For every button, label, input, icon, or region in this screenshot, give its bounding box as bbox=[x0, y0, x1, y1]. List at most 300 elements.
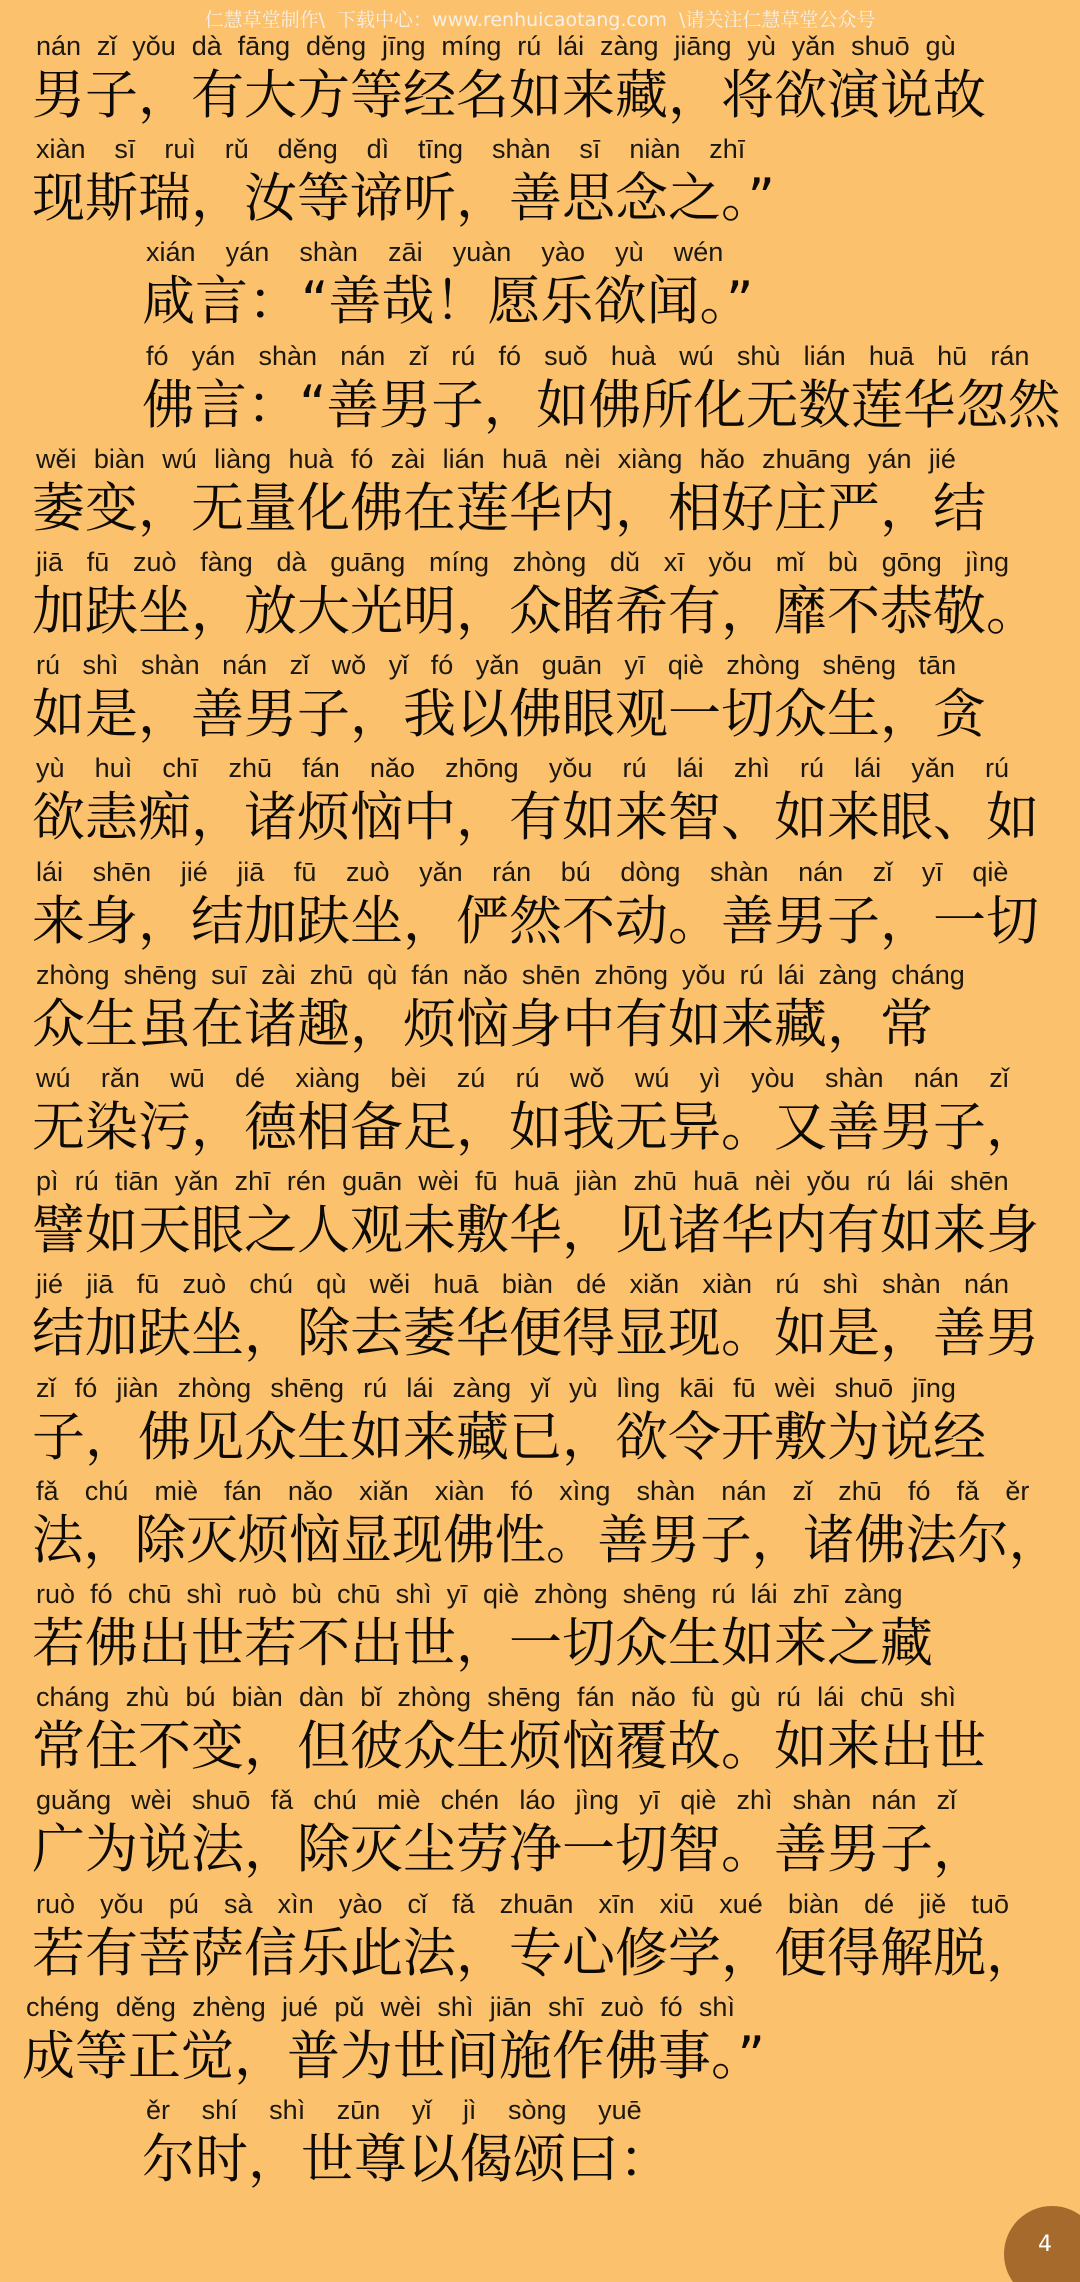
pinyin-syllable: shù bbox=[736, 340, 781, 371]
pinyin-syllable: biàn bbox=[93, 443, 145, 474]
pinyin-syllable: qiè bbox=[482, 1579, 519, 1609]
pinyin-syllable: rú bbox=[739, 959, 764, 990]
pinyin-syllable: fó bbox=[350, 443, 374, 474]
pinyin-syllable: dé bbox=[864, 1888, 895, 1919]
pinyin-syllable: guǎng bbox=[36, 1785, 112, 1816]
hanzi-text: 广为说法，除灭尘劳净一切智。善男子， bbox=[32, 1819, 986, 1881]
pinyin-syllable: sī bbox=[114, 134, 136, 165]
header-download-link[interactable]: 下载中心：www.renhuicaotang.com bbox=[337, 9, 667, 31]
pinyin-syllable: huà bbox=[610, 340, 656, 371]
pinyin-syllable: ruò bbox=[36, 1579, 76, 1609]
pinyin-syllable: lái bbox=[817, 1682, 845, 1713]
pinyin-syllable: nǎo bbox=[287, 1475, 333, 1506]
pinyin-syllable: wú bbox=[162, 443, 197, 474]
pinyin-syllable: rú bbox=[74, 1166, 99, 1197]
hanzi-text: 萎变，无量化佛在莲华内，相好庄严，结 bbox=[32, 477, 986, 539]
pinyin-syllable: cháng bbox=[36, 1682, 110, 1713]
pinyin-syllable: xiàng bbox=[295, 1063, 361, 1093]
pinyin-syllable: nǎo bbox=[462, 959, 508, 990]
pinyin-syllable: chú bbox=[313, 1785, 357, 1816]
pinyin-syllable: shēn bbox=[950, 1166, 1009, 1197]
pinyin-syllable: nǎo bbox=[369, 753, 415, 784]
pinyin-syllable: dé bbox=[576, 1269, 607, 1300]
pinyin-syllable: nán bbox=[222, 650, 268, 681]
pinyin-syllable: biàn bbox=[787, 1888, 839, 1919]
pinyin-syllable: fū bbox=[475, 1166, 498, 1197]
pinyin-syllable: yù bbox=[36, 753, 65, 784]
pinyin-annotation bbox=[36, 28, 956, 64]
pinyin-syllable: zhòng bbox=[726, 650, 800, 681]
pinyin-syllable: yǒu bbox=[132, 31, 176, 61]
pinyin-syllable: zhòng bbox=[397, 1682, 471, 1713]
pinyin-syllable: fǎ bbox=[452, 1888, 475, 1919]
pinyin-syllable: zàng bbox=[843, 1579, 903, 1609]
pinyin-syllable: pì bbox=[36, 1166, 59, 1197]
pinyin-syllable: jiā bbox=[237, 856, 265, 887]
text-line bbox=[0, 854, 1080, 958]
pinyin-syllable: lái bbox=[777, 959, 805, 990]
pinyin-syllable: ěr bbox=[146, 2095, 171, 2125]
pinyin-syllable: shī bbox=[548, 1991, 585, 2022]
pinyin-syllable: rú bbox=[36, 650, 61, 681]
pinyin-syllable: sī bbox=[579, 134, 601, 165]
pinyin-syllable: bù bbox=[291, 1579, 322, 1609]
pinyin-syllable: xiàn bbox=[434, 1475, 485, 1506]
pinyin-syllable: chū bbox=[127, 1579, 172, 1609]
pinyin-annotation bbox=[26, 1989, 735, 2025]
pinyin-syllable: míng bbox=[441, 31, 502, 61]
text-line bbox=[0, 1989, 1080, 2093]
pinyin-syllable: suī bbox=[211, 959, 248, 990]
pinyin-syllable: zuò bbox=[345, 856, 390, 887]
pinyin-syllable: chú bbox=[249, 1269, 293, 1300]
pinyin-syllable: zǐ bbox=[989, 1063, 1009, 1093]
text-line bbox=[0, 1679, 1080, 1783]
pinyin-syllable: rú bbox=[866, 1166, 891, 1197]
pinyin-syllable: tīng bbox=[418, 134, 464, 165]
pinyin-syllable: fán bbox=[411, 959, 449, 990]
pinyin-syllable: biàn bbox=[231, 1682, 283, 1713]
pinyin-syllable: wěi bbox=[369, 1269, 411, 1300]
pinyin-syllable: yuē bbox=[598, 2095, 642, 2125]
pinyin-syllable: miè bbox=[154, 1475, 198, 1506]
pinyin-syllable: jīng bbox=[912, 1372, 956, 1403]
pinyin-syllable: yǒu bbox=[708, 547, 753, 577]
hanzi-text: 法，除灭烦恼显现佛性。善男子，诸佛法尔， bbox=[32, 1509, 1060, 1571]
pinyin-syllable: yǎn bbox=[911, 753, 955, 784]
pinyin-syllable: shàn bbox=[882, 1269, 941, 1300]
text-line bbox=[0, 1266, 1080, 1370]
pinyin-syllable: fū bbox=[293, 856, 317, 887]
text-line bbox=[0, 957, 1080, 1061]
text-line bbox=[0, 338, 1080, 442]
pinyin-syllable: shì bbox=[437, 1991, 474, 2022]
pinyin-syllable: fó bbox=[146, 340, 169, 371]
pinyin-syllable: rǎn bbox=[100, 1063, 140, 1093]
pinyin-syllable: jiān bbox=[489, 1991, 532, 2022]
pinyin-syllable: yǒu bbox=[548, 753, 593, 784]
pinyin-syllable: zhòng bbox=[36, 959, 110, 990]
pinyin-syllable: yán bbox=[225, 237, 270, 268]
pinyin-syllable: zú bbox=[456, 1063, 486, 1093]
pinyin-syllable: jié bbox=[180, 856, 208, 887]
hanzi-text: 咸言：“善哉！愿乐欲闻。” bbox=[142, 271, 754, 333]
pinyin-syllable: yǎn bbox=[174, 1166, 219, 1197]
pinyin-syllable: huì bbox=[94, 753, 133, 784]
pinyin-syllable: shàn bbox=[299, 237, 358, 268]
pinyin-syllable: shì bbox=[269, 2095, 306, 2125]
pinyin-syllable: guāng bbox=[330, 547, 406, 577]
pinyin-syllable: chéng bbox=[26, 1991, 100, 2022]
pinyin-syllable: yǐ bbox=[411, 2095, 432, 2125]
pinyin-syllable: shēng bbox=[487, 1682, 561, 1713]
pinyin-syllable: lián bbox=[803, 340, 846, 371]
hanzi-text: 加趺坐，放大光明，众睹希有，靡不恭敬。 bbox=[32, 581, 1039, 642]
pinyin-syllable: zàng bbox=[600, 31, 659, 61]
pinyin-syllable: fū bbox=[733, 1372, 756, 1403]
pinyin-syllable: lìng bbox=[616, 1372, 661, 1403]
pinyin-syllable: zǐ bbox=[792, 1475, 813, 1506]
pinyin-syllable: shì bbox=[698, 1991, 735, 2022]
pinyin-syllable: wú bbox=[634, 1063, 670, 1093]
pinyin-syllable: wén bbox=[673, 237, 724, 268]
pinyin-syllable: sà bbox=[224, 1888, 253, 1919]
pinyin-syllable: zhuān bbox=[499, 1888, 574, 1919]
pinyin-syllable: jiāng bbox=[674, 31, 732, 61]
pinyin-syllable: nán bbox=[340, 340, 386, 371]
pinyin-syllable: rán bbox=[492, 856, 532, 887]
pinyin-syllable: zǐ bbox=[289, 650, 310, 681]
text-line bbox=[0, 1060, 1080, 1164]
pinyin-syllable: zhuāng bbox=[762, 443, 851, 474]
hanzi-text: 众生虽在诸趣，烦恼身中有如来藏，常 bbox=[32, 993, 933, 1055]
pinyin-syllable: nǎo bbox=[630, 1682, 676, 1713]
pinyin-syllable: děng bbox=[306, 31, 367, 61]
pinyin-syllable: shēng bbox=[123, 959, 198, 990]
pinyin-syllable: fù bbox=[691, 1682, 715, 1713]
pinyin-syllable: chū bbox=[336, 1579, 381, 1609]
pinyin-syllable: zhèng bbox=[192, 1991, 266, 2022]
pinyin-syllable: huā bbox=[693, 1166, 739, 1197]
pinyin-syllable: kāi bbox=[679, 1372, 714, 1403]
pinyin-syllable: pú bbox=[168, 1888, 199, 1919]
pinyin-syllable: shì bbox=[82, 650, 119, 681]
pinyin-syllable: hū bbox=[937, 340, 968, 371]
pinyin-syllable: xiǎn bbox=[359, 1475, 409, 1506]
pinyin-syllable: rú bbox=[622, 753, 647, 784]
pinyin-syllable: tiān bbox=[115, 1166, 159, 1197]
pinyin-syllable: yī bbox=[446, 1579, 468, 1609]
pinyin-syllable: zhū bbox=[309, 959, 354, 990]
pinyin-syllable: wǒ bbox=[569, 1063, 605, 1093]
pinyin-annotation bbox=[146, 338, 1029, 374]
pinyin-syllable: děng bbox=[115, 1991, 176, 2022]
text-line bbox=[0, 1886, 1080, 1990]
pinyin-syllable: yǎn bbox=[791, 31, 836, 61]
pinyin-syllable: rú bbox=[517, 31, 542, 61]
pinyin-annotation bbox=[36, 1576, 903, 1612]
pinyin-syllable: niàn bbox=[629, 134, 681, 165]
text-line bbox=[0, 441, 1080, 545]
pinyin-syllable: wú bbox=[679, 340, 714, 371]
pinyin-annotation bbox=[36, 544, 1009, 580]
pinyin-syllable: yù bbox=[569, 1372, 598, 1403]
pinyin-syllable: wú bbox=[36, 1063, 71, 1093]
pinyin-syllable: shì bbox=[920, 1682, 957, 1713]
pinyin-syllable: zhù bbox=[125, 1682, 170, 1713]
pinyin-syllable: rú bbox=[363, 1372, 388, 1403]
pinyin-syllable: zǐ bbox=[936, 1785, 957, 1816]
pinyin-syllable: dà bbox=[276, 547, 307, 577]
pinyin-syllable: shàn bbox=[824, 1063, 884, 1093]
pinyin-syllable: xiàng bbox=[617, 443, 683, 474]
pinyin-syllable: miè bbox=[376, 1785, 421, 1816]
pinyin-syllable: zhì bbox=[736, 1785, 773, 1816]
hanzi-text: 常住不变，但彼众生烦恼覆故。如来出世 bbox=[32, 1716, 986, 1778]
pinyin-annotation bbox=[146, 2092, 642, 2128]
pinyin-syllable: lái bbox=[557, 31, 585, 61]
pinyin-syllable: cǐ bbox=[407, 1888, 427, 1919]
pinyin-syllable: shàn bbox=[491, 134, 551, 165]
pinyin-syllable: rú bbox=[800, 753, 825, 784]
pinyin-syllable: xiàn bbox=[36, 134, 86, 165]
pinyin-syllable: nèi bbox=[754, 1166, 791, 1197]
hanzi-text: 尔时，世尊以偈颂曰： bbox=[142, 2129, 672, 2190]
hanzi-text: 无染污，德相备足，如我无异。又善男子， bbox=[32, 1097, 1039, 1158]
pinyin-syllable: fó bbox=[430, 650, 454, 681]
pinyin-syllable: jìng bbox=[965, 547, 1010, 577]
hanzi-text: 佛言：“善男子，如佛所化无数莲华忽然 bbox=[142, 374, 1061, 436]
hanzi-text: 来身，结加趺坐，俨然不动。善男子，一切 bbox=[32, 890, 1039, 952]
pinyin-syllable: zài bbox=[261, 959, 296, 990]
pinyin-syllable: wū bbox=[170, 1063, 205, 1093]
pinyin-syllable: yù bbox=[615, 237, 644, 268]
pinyin-annotation bbox=[36, 131, 745, 167]
pinyin-syllable: zhī bbox=[234, 1166, 271, 1197]
pinyin-syllable: dì bbox=[366, 134, 390, 165]
pinyin-syllable: yào bbox=[338, 1888, 383, 1919]
pinyin-syllable: yán bbox=[191, 340, 236, 371]
pinyin-syllable: jiàn bbox=[575, 1166, 618, 1197]
header-maker: 仁慧草堂制作\ bbox=[204, 9, 326, 31]
pinyin-syllable: zǐ bbox=[408, 340, 429, 371]
pinyin-syllable: fó bbox=[510, 1475, 534, 1506]
pinyin-syllable: jì bbox=[462, 2095, 477, 2125]
pinyin-syllable: jiā bbox=[86, 1269, 114, 1300]
pinyin-syllable: shuō bbox=[191, 1785, 251, 1816]
pinyin-syllable: mǐ bbox=[775, 547, 805, 577]
pinyin-syllable: guān bbox=[342, 1166, 403, 1197]
pinyin-syllable: bǐ bbox=[360, 1682, 382, 1713]
pinyin-syllable: jié bbox=[36, 1269, 64, 1300]
header-follow-note: \请关注仁慧草堂公众号 bbox=[678, 9, 876, 31]
pinyin-syllable: xìng bbox=[559, 1475, 611, 1506]
pinyin-syllable: jiě bbox=[919, 1888, 947, 1919]
pinyin-annotation bbox=[36, 1060, 1009, 1096]
pinyin-syllable: huā bbox=[433, 1269, 479, 1300]
pinyin-syllable: zài bbox=[390, 443, 426, 474]
pinyin-syllable: bù bbox=[827, 547, 858, 577]
pinyin-syllable: zàng bbox=[818, 959, 878, 990]
pinyin-annotation bbox=[146, 234, 723, 270]
pinyin-syllable: rú bbox=[711, 1579, 736, 1609]
pinyin-syllable: wǒ bbox=[331, 650, 367, 681]
pinyin-syllable: tuō bbox=[971, 1888, 1009, 1919]
pinyin-syllable: shàn bbox=[710, 856, 769, 887]
pinyin-syllable: huā bbox=[513, 1166, 559, 1197]
pinyin-syllable: nán bbox=[963, 1269, 1010, 1300]
text-line bbox=[0, 1163, 1080, 1267]
pinyin-syllable: yī bbox=[639, 1785, 661, 1816]
pinyin-syllable: jiàn bbox=[116, 1372, 159, 1403]
pinyin-syllable: chén bbox=[440, 1785, 500, 1816]
pinyin-syllable: shēn bbox=[521, 959, 581, 990]
pinyin-syllable: fàng bbox=[200, 547, 253, 577]
text-line bbox=[0, 1370, 1080, 1474]
pinyin-syllable: yán bbox=[868, 443, 912, 474]
pinyin-syllable: zǐ bbox=[96, 31, 117, 61]
pinyin-syllable: nán bbox=[721, 1475, 767, 1506]
page-number: 4 bbox=[1038, 2232, 1052, 2257]
pinyin-annotation bbox=[36, 647, 956, 683]
pinyin-syllable: lái bbox=[750, 1579, 778, 1609]
text-line bbox=[0, 2092, 1080, 2196]
pinyin-syllable: jīng bbox=[381, 31, 426, 61]
pinyin-syllable: shàn bbox=[792, 1785, 852, 1816]
pinyin-syllable: biàn bbox=[501, 1269, 553, 1300]
pinyin-syllable: dé bbox=[235, 1063, 266, 1093]
pinyin-annotation bbox=[36, 1266, 1009, 1302]
pinyin-syllable: zāi bbox=[388, 237, 423, 268]
pinyin-syllable: yī bbox=[921, 856, 943, 887]
pinyin-syllable: yù bbox=[747, 31, 776, 61]
text-line bbox=[0, 544, 1080, 648]
pinyin-syllable: zhū bbox=[838, 1475, 882, 1506]
pinyin-syllable: bèi bbox=[390, 1063, 427, 1093]
pinyin-syllable: shì bbox=[822, 1269, 859, 1300]
pinyin-syllable: wèi bbox=[131, 1785, 172, 1816]
pinyin-syllable: fū bbox=[136, 1269, 160, 1300]
pinyin-syllable: zhū bbox=[228, 753, 273, 784]
pinyin-annotation bbox=[36, 750, 1009, 786]
text-line bbox=[0, 647, 1080, 751]
pinyin-annotation bbox=[36, 1163, 1009, 1199]
pinyin-syllable: zhōng bbox=[445, 753, 519, 784]
pinyin-syllable: yǒu bbox=[100, 1888, 144, 1919]
pinyin-syllable: lái bbox=[36, 856, 64, 887]
pinyin-syllable: yǐ bbox=[530, 1372, 550, 1403]
pinyin-syllable: chī bbox=[162, 753, 199, 784]
pinyin-annotation bbox=[36, 1679, 956, 1715]
pinyin-syllable: rǔ bbox=[224, 134, 249, 165]
hanzi-text: 成等正觉，普为世间施作佛事。” bbox=[22, 2025, 765, 2087]
pinyin-syllable: míng bbox=[429, 547, 490, 577]
pinyin-syllable: rú bbox=[985, 753, 1010, 784]
pinyin-syllable: rán bbox=[990, 340, 1030, 371]
pinyin-syllable: fán bbox=[302, 753, 340, 784]
pinyin-syllable: gōng bbox=[881, 547, 942, 577]
text-line bbox=[0, 234, 1080, 338]
pinyin-syllable: shēn bbox=[92, 856, 152, 887]
hanzi-text: 子，佛见众生如来藏已，欲令开敷为说经 bbox=[32, 1406, 986, 1468]
pinyin-syllable: liàng bbox=[214, 443, 272, 474]
hanzi-text: 结加趺坐，除去萎华便得显现。如是，善男 bbox=[32, 1303, 1039, 1365]
pinyin-syllable: suǒ bbox=[544, 340, 588, 371]
pinyin-syllable: dòng bbox=[620, 856, 681, 887]
hanzi-text: 现斯瑞，汝等谛听，善思念之。” bbox=[32, 168, 775, 230]
pinyin-syllable: zuò bbox=[600, 1991, 644, 2022]
pinyin-syllable: yǎn bbox=[475, 650, 520, 681]
pinyin-syllable: fǎ bbox=[36, 1475, 59, 1506]
pinyin-syllable: zhī bbox=[792, 1579, 829, 1609]
pinyin-syllable: lái bbox=[676, 753, 704, 784]
pinyin-syllable: shuō bbox=[834, 1372, 894, 1403]
pinyin-syllable: yì bbox=[699, 1063, 721, 1093]
pinyin-syllable: huà bbox=[288, 443, 334, 474]
pinyin-syllable: zhì bbox=[733, 753, 770, 784]
pinyin-syllable: xiū bbox=[659, 1888, 695, 1919]
pinyin-syllable: fán bbox=[224, 1475, 262, 1506]
pinyin-syllable: fó bbox=[907, 1475, 931, 1506]
pinyin-syllable: guān bbox=[541, 650, 602, 681]
pinyin-syllable: huā bbox=[502, 443, 548, 474]
hanzi-text: 若有菩萨信乐此法，专心修学，便得解脱， bbox=[32, 1922, 1039, 1984]
pinyin-syllable: yào bbox=[541, 237, 585, 268]
text-line bbox=[0, 131, 1080, 235]
pinyin-syllable: huā bbox=[868, 340, 914, 371]
pinyin-annotation bbox=[36, 441, 956, 477]
pinyin-syllable: shēng bbox=[270, 1372, 344, 1403]
pinyin-syllable: xué bbox=[719, 1888, 763, 1919]
pinyin-syllable: fó bbox=[90, 1579, 113, 1609]
pinyin-syllable: yuàn bbox=[452, 237, 512, 268]
pinyin-syllable: qù bbox=[367, 959, 398, 990]
pinyin-syllable: zuò bbox=[182, 1269, 227, 1300]
pinyin-syllable: zhū bbox=[633, 1166, 678, 1197]
pinyin-syllable: tān bbox=[918, 650, 957, 681]
pinyin-syllable: fán bbox=[576, 1682, 615, 1713]
pinyin-syllable: yǎn bbox=[419, 856, 463, 887]
pinyin-syllable: dà bbox=[191, 31, 222, 61]
pinyin-syllable: wèi bbox=[774, 1372, 816, 1403]
pinyin-syllable: fǎ bbox=[956, 1475, 980, 1506]
pinyin-syllable: qù bbox=[316, 1269, 347, 1300]
pinyin-syllable: chū bbox=[860, 1682, 904, 1713]
pinyin-syllable: shàn bbox=[636, 1475, 696, 1506]
pinyin-syllable: shuō bbox=[851, 31, 910, 61]
pinyin-annotation bbox=[36, 1886, 1009, 1922]
pinyin-syllable: gù bbox=[925, 31, 956, 61]
pinyin-annotation bbox=[36, 1782, 956, 1818]
pinyin-syllable: ěr bbox=[1005, 1475, 1030, 1506]
pinyin-syllable: yòu bbox=[751, 1063, 795, 1093]
pinyin-syllable: xián bbox=[146, 237, 196, 268]
pinyin-syllable: láo bbox=[519, 1785, 556, 1816]
hanzi-text: 若佛出世若不出世，一切众生如来之藏 bbox=[32, 1613, 933, 1674]
pinyin-syllable: cháng bbox=[891, 959, 965, 990]
pinyin-syllable: yī bbox=[624, 650, 646, 681]
pinyin-syllable: rén bbox=[286, 1166, 326, 1197]
pinyin-syllable: nèi bbox=[564, 443, 601, 474]
pinyin-syllable: nán bbox=[913, 1063, 959, 1093]
pinyin-syllable: fó bbox=[660, 1991, 683, 2022]
hanzi-text: 譬如天眼之人观未敷华，见诸华内有如来身 bbox=[32, 1200, 1039, 1262]
page-number-badge bbox=[1004, 2206, 1080, 2282]
text-line bbox=[0, 750, 1080, 854]
pinyin-syllable: zàng bbox=[452, 1372, 512, 1403]
pinyin-syllable: sòng bbox=[508, 2095, 567, 2125]
pinyin-syllable: zūn bbox=[336, 2095, 381, 2125]
